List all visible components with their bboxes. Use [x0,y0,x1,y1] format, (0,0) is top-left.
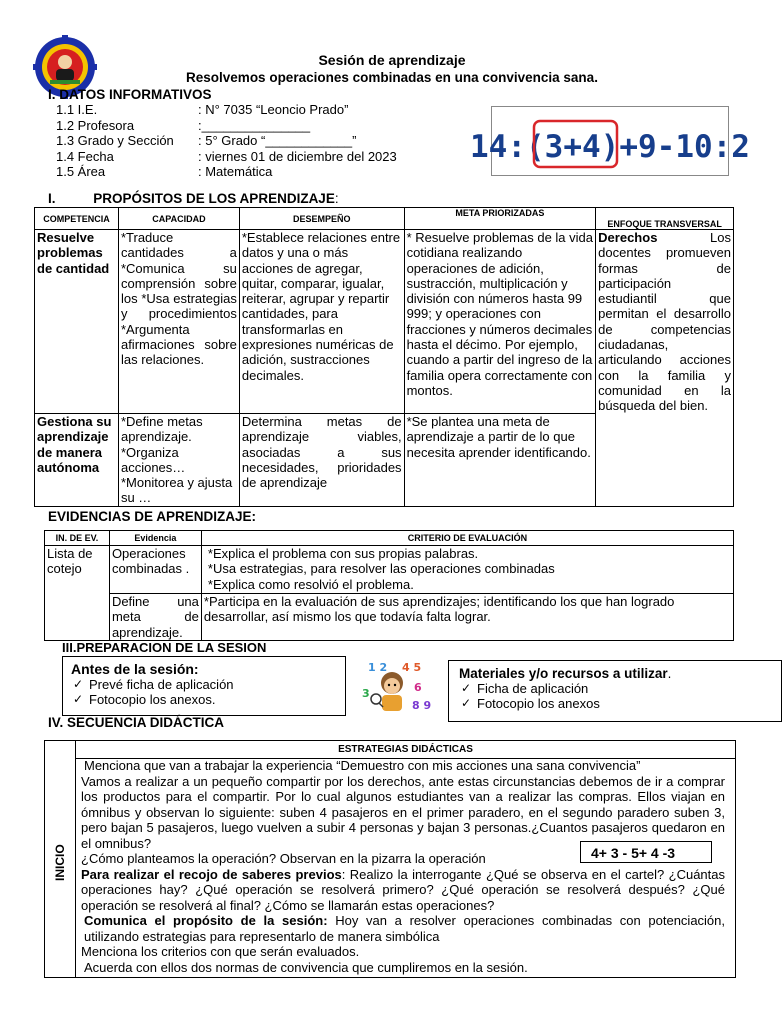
criterio-cell [201,546,733,594]
svg-text:6: 6 [414,681,422,694]
datos-row [56,149,476,165]
criterio-item: *Explica el problema con sus propias palabras. [207,546,479,561]
svg-text:8 9: 8 9 [412,699,432,712]
paragraph: Menciona que van a trabajar la experiencia “Demuestro con mis acciones una sana convivencia” [84,758,641,773]
datos-value: : 5° Grado “____________” [198,133,357,148]
materiales-box [448,660,782,722]
datos-value: : viernes 01 de diciembre del 2023 [198,148,397,164]
svg-text:3: 3 [362,687,370,700]
materiales-title-row [459,666,781,681]
competencia-cell: Gestiona su aprendizaje de manera autónoma [35,414,119,507]
expression-image [470,106,750,176]
datos-value: :_______________ [198,117,311,133]
antes-title: Antes de la sesión: [71,661,199,677]
instrumento-cell: Lista de cotejo [45,546,110,641]
col-competencia: COMPETENCIA [35,208,119,230]
datos-row [56,133,476,149]
materiales-item: ✓ Ficha de aplicación [459,681,781,696]
criterio-item: *Explica como resolvió el problema. [207,576,414,592]
column-divider [75,758,76,977]
datos-label: 1.3 Grado y Sección [56,133,174,148]
col-capacidad: CAPACIDAD [118,208,239,230]
datos-row [56,118,476,134]
svg-text:1 2: 1 2 [368,661,388,674]
evidencia-cell: Operaciones combinadas . [109,546,201,594]
propositos-heading [48,191,339,206]
datos-row [56,164,476,180]
estrategias-body [81,758,725,975]
estrategias-header: ESTRATEGIAS DIDÁCTICAS [75,741,735,759]
svg-text:4 5: 4 5 [402,661,422,674]
propositos-table [34,207,734,507]
paragraph-bold: Para realizar el recojo de saberes previos [81,866,342,882]
evidencias-table [44,530,734,641]
propositos-num: I. [48,191,56,206]
col-meta: META PRIORIZADAS [404,208,596,230]
datos-label: 1.4 Fecha [56,148,114,164]
paragraph-text: : Realizo la interrogante ¿Qué se observa en el cartel? ¿Cuántas operaciones hay? ¿Qué operación se resolverá primero? ¿Qué operación se resolverá después? ¿Qué operación se resolverá al final? ¿Cómo se llamarán estas operaciones? [81,866,725,913]
propositos-colon: : [334,191,339,206]
antes-list [71,677,345,707]
preparacion-heading: III.PREPARACION DE LA SESION [62,640,267,655]
meta-cell: * Resuelve problemas de la vida cotidiana realizando operaciones de adición, sustracción, multiplicación y división con números hasta 99 999; y operaciones con fracciones y números decimales hasta el décimo. Por ejemplo, cuando a partir del ingreso de la familia opera correctamente con montos. [404,230,596,414]
datos-value: : N° 7035 “Leoncio Prado” [198,102,349,117]
antes-box [62,656,346,716]
enfoque-title: Derechos [598,230,658,245]
kid-numbers-illustration [358,657,430,717]
datos-row [56,102,476,118]
datos-heading: I. DATOS INFORMATIVOS [48,87,212,102]
desempeno-cell: *Establece relaciones entre datos y una o más acciones de agregar, quitar, comparar, igualar, reiterar, agrupar y repartir cantidades, para transformarlas en expresiones numéricas de adición, sustracciones decimales. [239,230,404,414]
materiales-list [459,681,781,711]
paragraph-text: Hoy van a resolver operaciones combinadas con potenciación, utilizando estrategias para representarlo de manera simbólica [84,913,726,944]
materiales-title: Materiales y/o recursos a utilizar [459,666,668,681]
antes-item: ✓ Prevé ficha de aplicación [71,677,345,692]
expression-handwriting [470,107,750,175]
expression-text: 14:(3+4)+9-10:2 [470,129,750,165]
col-criterio: CRITERIO DE EVALUACIÓN [201,531,733,546]
col-desempeno: DESEMPEÑO [239,208,404,230]
datos-label: 1.2 Profesora [56,117,135,133]
materiales-dot: . [667,666,672,681]
datos-value: : Matemática [198,164,273,179]
paragraph: Menciona los criterios con que serán evaluados. [81,944,360,959]
evidencias-heading: EVIDENCIAS DE APRENDIZAJE: [48,509,257,524]
datos-label: 1.5 Área [56,164,106,179]
col-instrumento: IN. DE EV. [45,531,110,546]
secuencia-table [44,740,736,978]
enfoque-text: Los docentes promueven formas de participación estudiantil que permitan el desarrollo de competencias ciudadanas, articulando acciones con la familia y comunidad en la búsqueda del bien. [598,230,731,414]
kid-numbers-icon [358,657,430,717]
paragraph: Acuerda con ellos dos normas de convivencia que cumpliremos en la sesión. [84,959,528,975]
paragraph-bold: Comunica el propósito de la sesión: [84,913,328,928]
paragraph [81,913,725,944]
antes-item: ✓ Fotocopio los anexos. [71,692,345,707]
enfoque-cell [596,230,734,507]
criterio-item: *Usa estrategias, para resolver las operaciones combinadas [207,561,555,577]
page-title: Sesión de aprendizaje [318,52,466,68]
page-subtitle: Resolvemos operaciones combinadas en una convivencia sana. [186,70,598,85]
paragraph: Vamos a realizar a un pequeño compartir por los derechos, ante estas circunstancias debemos de ir a comprar los productos para el compartir. Por lo cual algunos estudiantes van a realizar las compras. Ellos viajan en ómnibus y observan lo siguiente: suben 4 pasajeros en el primer paradero, en el segundo paradero suben 3, pero bajan 5 pasajeros, luego vuelven a subir 4 personas y bajan 3 personas.¿Cuantos pasajeros quedaron en el omnibus? [81,773,725,851]
competencia-cell: Resuelve problemas de cantidad [35,230,119,414]
datos-list [56,102,476,180]
capacidad-cell: *Define metas aprendizaje. *Organiza acciones… *Monitorea y ajusta su … [118,414,239,507]
criterio-cell: *Participa en la evaluación de sus aprendizajes; identificando los que han logrado desarrollar, así mismo los que todavía falta lograr. [201,594,733,641]
secuencia-heading: IV. SECUENCIA DIDÁCTICA [48,715,225,730]
operation-box: 4+ 3 - 5+ 4 -3 [580,841,712,863]
desempeno-cell: Determina metas de aprendizaje viables, asociadas a sus necesidades, prioridades de aprendizaje [239,414,404,507]
paragraph [81,867,725,914]
materiales-item: ✓ Fotocopio los anexos [459,696,781,711]
col-evidencia: Evidencia [109,531,201,546]
col-enfoque: ENFOQUE TRANSVERSAL [596,208,734,230]
meta-cell: *Se plantea una meta de aprendizaje a partir de lo que necesita aprender identificando. [404,414,596,507]
datos-label: 1.1 I.E. [56,102,98,117]
evidencia-cell: Define una meta de aprendizaje. [109,594,201,641]
paragraph: ¿Cómo planteamos la operación? Observan en la pizarra la operación [81,851,486,866]
inicio-label: INICIO [53,844,67,881]
capacidad-cell: *Traduce cantidades a *Comunica su comprensión sobre los *Usa estrategias y procedimientos *Argumenta afirmaciones sobre las relaciones. [118,230,239,414]
propositos-title: PROPÓSITOS DE LOS APRENDIZAJE [93,191,335,206]
